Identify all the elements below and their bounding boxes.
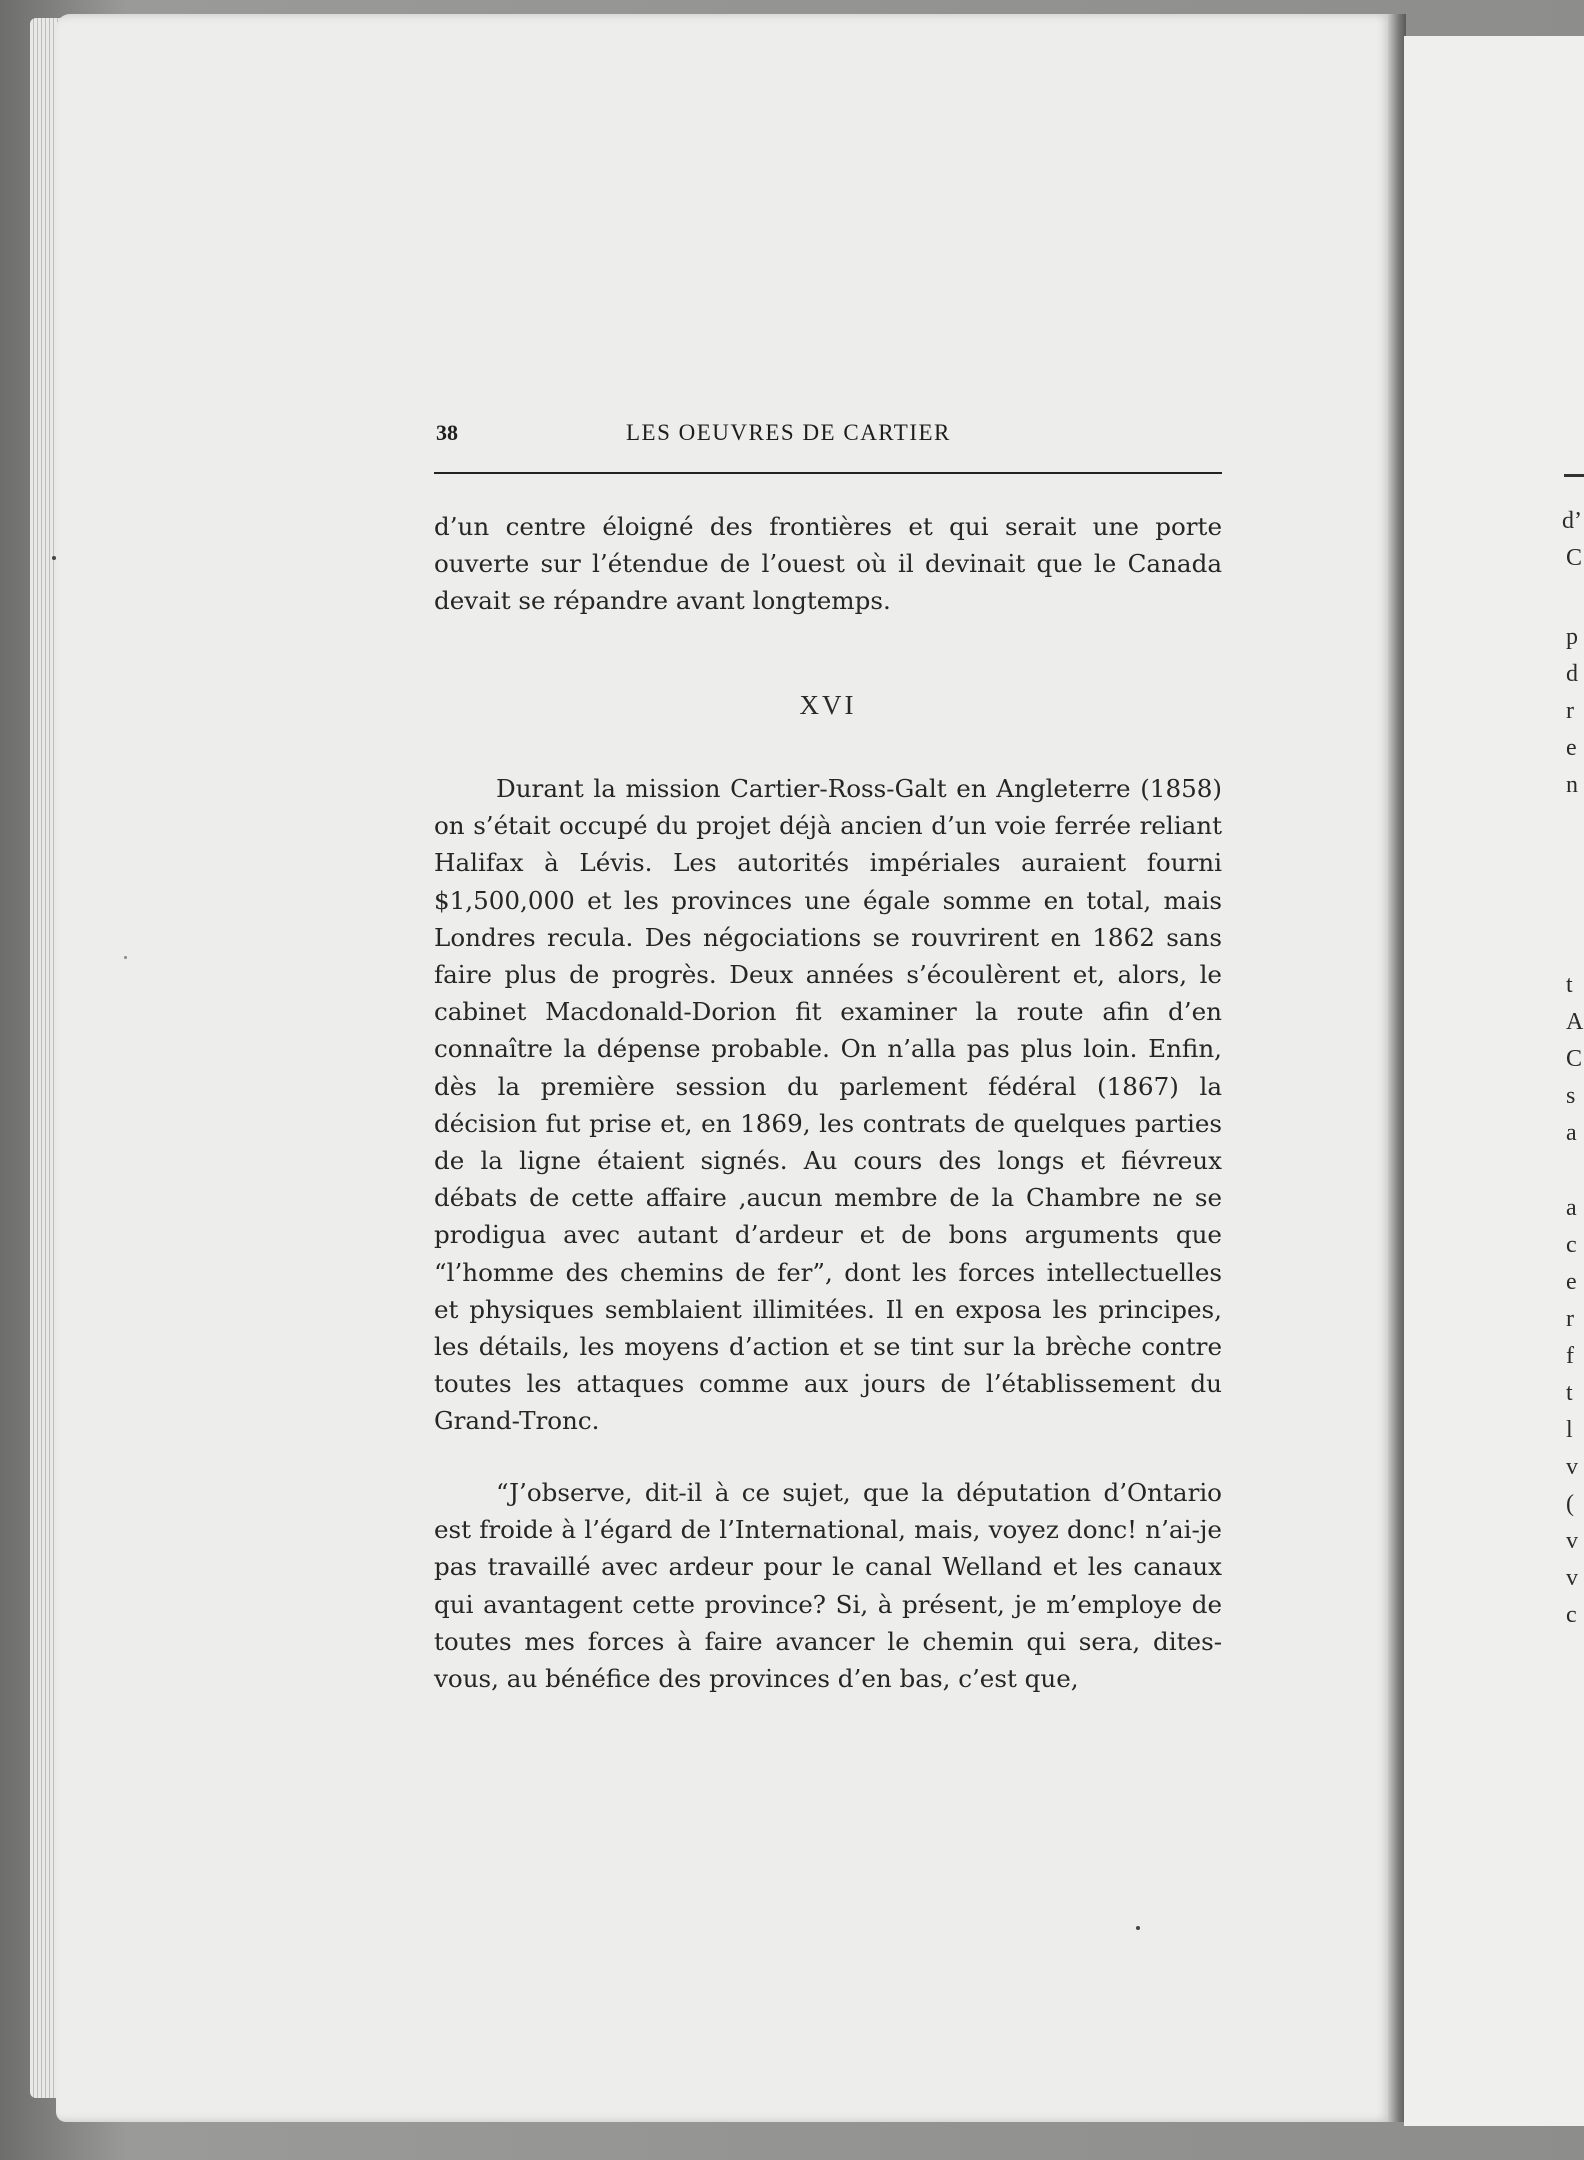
facing-fragment: v xyxy=(1566,1565,1578,1591)
facing-fragment: n xyxy=(1566,772,1578,798)
facing-fragment: a xyxy=(1566,1120,1577,1146)
facing-fragment: p xyxy=(1566,624,1578,650)
facing-fragment: t xyxy=(1566,1380,1573,1406)
facing-fragment: s xyxy=(1566,1083,1576,1109)
facing-fragment: e xyxy=(1566,735,1577,761)
facing-fragment: v xyxy=(1566,1528,1578,1554)
scan-speck xyxy=(1136,1926,1140,1930)
facing-fragment: r xyxy=(1566,698,1574,724)
header-rule xyxy=(434,472,1222,474)
facing-fragment: A xyxy=(1566,1009,1584,1035)
scan-speck xyxy=(52,556,56,560)
facing-fragment: r xyxy=(1566,1306,1574,1332)
facing-fragment: l xyxy=(1566,1417,1573,1443)
facing-fragment: e xyxy=(1566,1269,1577,1295)
facing-fragment: ( xyxy=(1566,1491,1574,1517)
scan-speck xyxy=(124,956,127,959)
section-number: XVI xyxy=(799,690,857,720)
facing-page-rule xyxy=(1564,474,1584,477)
facing-fragment: a xyxy=(1566,1195,1577,1221)
page-number: 38 xyxy=(436,420,458,445)
facing-fragment: f xyxy=(1566,1343,1574,1369)
paragraph: Durant la mission Cartier-Ross-Galt en Angleterre (1858) on s’était occupé du projet déjà ancien d’un voie ferrée reliant Halifax à Lévis. Les autorités impériales auraient fourni $1,500,000 et les provinces une égale somme en total, mais Londres recula. Des négociations se rouvrirent en 1862 sans faire plus de progrès. Deux années s’écoulèrent et, alors, le cabinet Macdonald-Dorion fit examiner la route afin d’en connaître la dépense probable. On n’alla pas plus loin. Enfin, dès la première session du parlement fédéral (1867) la décision fut prise et, en 1869, les contrats de quelques parties de la ligne étaient signés. Au cours des longs et fiévreux débats de cette affaire ,aucun membre de la Chambre ne se prodigua avec autant d’ardeur et de bons arguments que “l’homme des chemins de fer”, dont les forces intellectuelles et physiques semblaient illimitées. Il en exposa les principes, les détails, les moyens d’action et se tint sur la brèche contre toutes les attaques comme aux jours de l’établissement du Grand-Tronc. xyxy=(434,774,1222,1436)
facing-page xyxy=(1404,36,1584,2126)
facing-fragment: c xyxy=(1566,1602,1577,1628)
facing-fragment: t xyxy=(1566,972,1573,998)
facing-fragment: d’ xyxy=(1562,508,1582,534)
facing-fragment: d xyxy=(1566,661,1578,687)
running-head xyxy=(436,420,1222,460)
facing-fragment: C xyxy=(1566,1046,1583,1072)
facing-fragment: v xyxy=(1566,1454,1578,1480)
paragraph-continuation: d’un centre éloigné des frontières et qui serait une porte ouverte sur l’étendue de l’ouest où il devinait que le Canada devait se répandre avant longtemps. xyxy=(434,512,1222,616)
paragraph: “J’observe, dit-il à ce sujet, que la députation d’Ontario est froide à l’égard de l’International, mais, voyez donc! n’ai-je pas travaillé avec ardeur pour le canal Welland et les canaux qui avantagent cette province? Si, à présent, je m’employe de toutes mes forces à faire avancer le chemin qui sera, dites-vous, au bénéfice des provinces d’en bas, c’est que, xyxy=(434,1478,1222,1694)
facing-fragment: c xyxy=(1566,1232,1577,1258)
running-title: LES OEUVRES DE CARTIER xyxy=(626,420,951,445)
facing-fragment: C xyxy=(1566,545,1583,571)
